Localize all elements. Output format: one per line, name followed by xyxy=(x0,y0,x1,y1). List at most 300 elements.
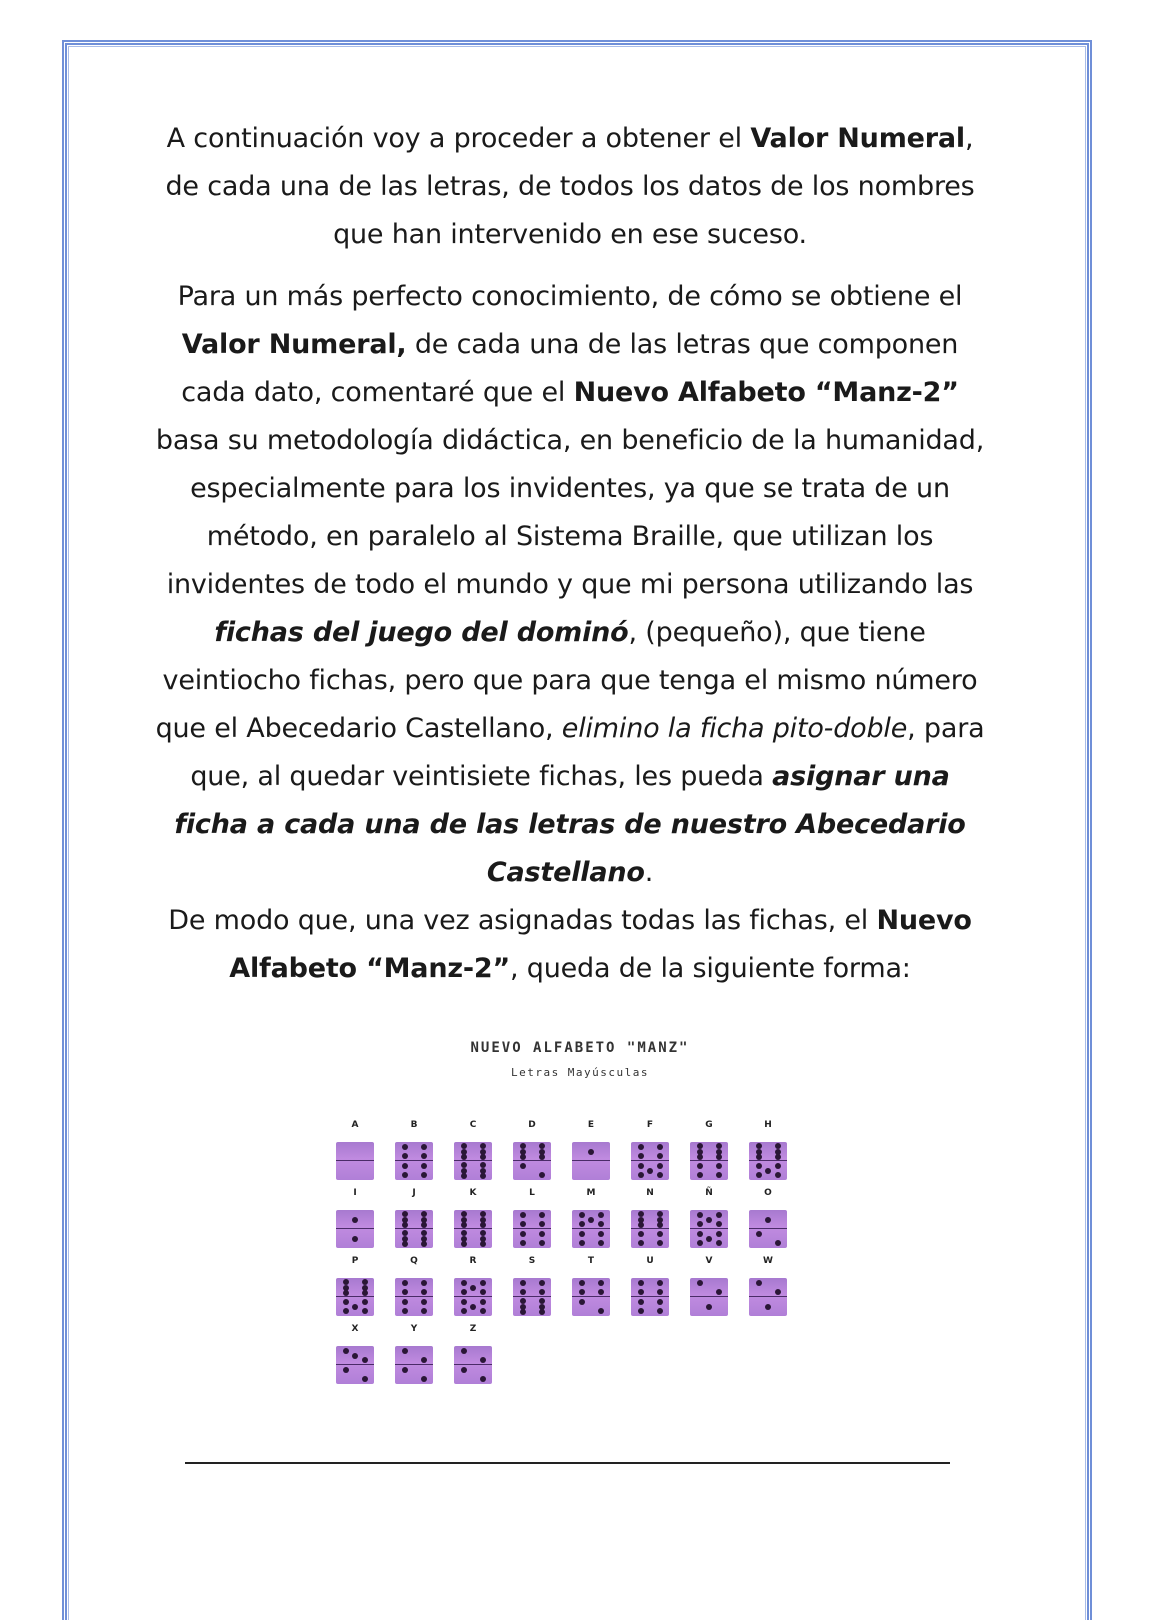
letter-cell xyxy=(566,1188,616,1258)
domino-pip xyxy=(579,1280,585,1286)
domino-pip xyxy=(520,1163,526,1169)
domino-pip xyxy=(539,1298,545,1304)
text-run: Nuevo Alfabeto “Manz-2” xyxy=(573,377,959,408)
domino-pip xyxy=(402,1222,408,1228)
domino-pip xyxy=(638,1222,644,1228)
domino-pip xyxy=(352,1217,358,1223)
text-run: Nuevo Alfabeto “Manz-2” xyxy=(229,905,972,984)
domino-pip xyxy=(657,1289,663,1295)
domino-pip xyxy=(421,1357,427,1363)
letter-cell xyxy=(448,1324,498,1394)
domino-pip xyxy=(461,1222,467,1228)
text-run: de cada una de las letras que componen cada dato, comentaré que el xyxy=(181,329,959,408)
text-run: fichas del juego del dominó xyxy=(214,617,629,648)
domino-pip xyxy=(480,1376,486,1382)
domino-pip xyxy=(520,1298,526,1304)
domino-tile xyxy=(395,1346,433,1384)
domino-pip xyxy=(775,1143,781,1149)
domino-tile xyxy=(454,1346,492,1384)
letter-label: F xyxy=(646,1120,654,1130)
domino-pip xyxy=(638,1163,644,1169)
text-run: A continuación voy a proceder a obtener el xyxy=(166,123,751,154)
domino-pip xyxy=(520,1143,526,1149)
domino-pip xyxy=(402,1144,408,1150)
domino-pip xyxy=(402,1211,408,1217)
text-run: . xyxy=(644,857,654,888)
domino-pip xyxy=(461,1173,467,1179)
letter-label: Z xyxy=(469,1324,477,1334)
domino-pip xyxy=(343,1348,349,1354)
domino-pip xyxy=(343,1290,349,1296)
domino-tile xyxy=(513,1278,551,1316)
domino-pip xyxy=(598,1221,604,1227)
domino-pip xyxy=(598,1212,604,1218)
domino-pip xyxy=(402,1172,408,1178)
domino-pip xyxy=(402,1241,408,1247)
letter-label: D xyxy=(528,1120,536,1130)
tile-divider xyxy=(690,1296,728,1297)
tile-divider xyxy=(454,1296,492,1297)
domino-tile xyxy=(690,1278,728,1316)
domino-pip xyxy=(657,1222,663,1228)
domino-pip xyxy=(352,1304,358,1310)
tile-divider xyxy=(690,1160,728,1161)
tile-divider xyxy=(513,1228,551,1229)
domino-pip xyxy=(697,1143,703,1149)
domino-pip xyxy=(461,1211,467,1217)
letter-cell xyxy=(389,1324,439,1394)
letter-label: N xyxy=(646,1188,654,1198)
domino-pip xyxy=(421,1153,427,1159)
domino-tile xyxy=(572,1142,610,1180)
paragraph-intro xyxy=(150,115,990,259)
letter-cell xyxy=(448,1188,498,1258)
tile-divider xyxy=(631,1228,669,1229)
domino-pip xyxy=(539,1212,545,1218)
domino-pip xyxy=(657,1240,663,1246)
tile-divider xyxy=(336,1160,374,1161)
domino-pip xyxy=(638,1308,644,1314)
domino-pip xyxy=(461,1367,467,1373)
domino-pip xyxy=(598,1308,604,1314)
domino-tile xyxy=(572,1278,610,1316)
domino-tile xyxy=(454,1210,492,1248)
domino-pip xyxy=(598,1240,604,1246)
domino-pip xyxy=(470,1285,476,1291)
domino-pip xyxy=(697,1280,703,1286)
document-body xyxy=(150,115,990,993)
domino-pip xyxy=(716,1289,722,1295)
domino-pip xyxy=(421,1241,427,1247)
domino-pip xyxy=(362,1290,368,1296)
text-run: Valor Numeral xyxy=(750,123,965,154)
domino-pip xyxy=(765,1168,771,1174)
domino-pip xyxy=(520,1289,526,1295)
domino-pip xyxy=(539,1240,545,1246)
domino-pip xyxy=(579,1212,585,1218)
tile-divider xyxy=(395,1160,433,1161)
domino-pip xyxy=(520,1240,526,1246)
domino-pip xyxy=(480,1357,486,1363)
domino-pip xyxy=(421,1230,427,1236)
domino-tile xyxy=(395,1210,433,1248)
domino-pip xyxy=(579,1231,585,1237)
domino-pip xyxy=(402,1289,408,1295)
domino-pip xyxy=(756,1172,762,1178)
domino-pip xyxy=(421,1308,427,1314)
tile-divider xyxy=(336,1364,374,1365)
domino-tile xyxy=(749,1142,787,1180)
text-run: , para que, al quedar veintisiete fichas, les pueda xyxy=(190,713,985,792)
domino-pip xyxy=(461,1143,467,1149)
letter-label: C xyxy=(469,1120,477,1130)
tile-divider xyxy=(572,1228,610,1229)
domino-pip xyxy=(461,1280,467,1286)
domino-tile xyxy=(336,1346,374,1384)
letter-label: Y xyxy=(410,1324,418,1334)
domino-pip xyxy=(421,1376,427,1382)
letter-label: L xyxy=(529,1188,535,1198)
letter-cell xyxy=(684,1120,734,1190)
letter-cell xyxy=(625,1188,675,1258)
domino-pip xyxy=(638,1280,644,1286)
figure-subtitle: Letras Mayúsculas xyxy=(510,1066,650,1079)
domino-pip xyxy=(520,1280,526,1286)
domino-pip xyxy=(539,1289,545,1295)
letter-cell xyxy=(389,1120,439,1190)
domino-pip xyxy=(716,1231,722,1237)
domino-pip xyxy=(480,1154,486,1160)
letter-label: I xyxy=(353,1188,357,1198)
domino-pip xyxy=(638,1144,644,1150)
letter-label: H xyxy=(764,1120,772,1130)
domino-pip xyxy=(598,1280,604,1286)
domino-pip xyxy=(421,1222,427,1228)
tile-divider xyxy=(336,1228,374,1229)
domino-pip xyxy=(765,1304,771,1310)
domino-pip xyxy=(520,1221,526,1227)
domino-pip xyxy=(402,1348,408,1354)
tile-divider xyxy=(395,1296,433,1297)
tile-divider xyxy=(336,1296,374,1297)
domino-pip xyxy=(657,1308,663,1314)
domino-pip xyxy=(539,1280,545,1286)
letter-label: J xyxy=(412,1188,416,1198)
tile-divider xyxy=(572,1160,610,1161)
domino-pip xyxy=(539,1154,545,1160)
text-run: Para un más perfecto conocimiento, de cómo se obtiene el xyxy=(177,281,963,312)
domino-pip xyxy=(756,1154,762,1160)
domino-pip xyxy=(579,1299,585,1305)
letter-label: V xyxy=(705,1256,713,1266)
paragraph-explanation xyxy=(150,273,990,897)
domino-pip xyxy=(461,1308,467,1314)
domino-pip xyxy=(756,1280,762,1286)
domino-pip xyxy=(775,1172,781,1178)
text-run: De modo que, una vez asignadas todas las fichas, el xyxy=(168,905,877,936)
domino-tile xyxy=(395,1278,433,1316)
domino-pip xyxy=(697,1212,703,1218)
domino-pip xyxy=(421,1144,427,1150)
domino-pip xyxy=(775,1163,781,1169)
domino-pip xyxy=(343,1299,349,1305)
domino-pip xyxy=(775,1154,781,1160)
domino-pip xyxy=(362,1357,368,1363)
letter-cell xyxy=(566,1256,616,1326)
domino-pip xyxy=(647,1168,653,1174)
letter-cell xyxy=(684,1188,734,1258)
domino-pip xyxy=(638,1172,644,1178)
domino-pip xyxy=(756,1163,762,1169)
domino-pip xyxy=(638,1289,644,1295)
domino-pip xyxy=(480,1308,486,1314)
tile-divider xyxy=(631,1296,669,1297)
domino-pip xyxy=(421,1172,427,1178)
tile-divider xyxy=(454,1160,492,1161)
domino-pip xyxy=(588,1149,594,1155)
domino-pip xyxy=(362,1308,368,1314)
letter-cell xyxy=(743,1256,793,1326)
domino-pip xyxy=(461,1162,467,1168)
domino-tile xyxy=(749,1278,787,1316)
domino-pip xyxy=(461,1241,467,1247)
tile-divider xyxy=(454,1228,492,1229)
domino-pip xyxy=(716,1163,722,1169)
domino-pip xyxy=(343,1367,349,1373)
tile-divider xyxy=(513,1160,551,1161)
domino-pip xyxy=(539,1309,545,1315)
domino-pip xyxy=(343,1308,349,1314)
domino-pip xyxy=(362,1279,368,1285)
letter-label: T xyxy=(587,1256,595,1266)
domino-pip xyxy=(775,1289,781,1295)
letter-cell xyxy=(330,1120,380,1190)
letter-label: X xyxy=(351,1324,359,1334)
domino-pip xyxy=(716,1221,722,1227)
domino-pip xyxy=(461,1154,467,1160)
domino-tile xyxy=(631,1278,669,1316)
domino-tile xyxy=(513,1142,551,1180)
letter-label: K xyxy=(469,1188,477,1198)
letter-cell xyxy=(330,1188,380,1258)
domino-pip xyxy=(352,1236,358,1242)
text-run: , (pequeño), que tiene veintiocho fichas, pero que para que tenga el mismo número que el Abecedario Castellano, xyxy=(155,617,978,744)
domino-pip xyxy=(480,1173,486,1179)
domino-pip xyxy=(716,1154,722,1160)
domino-pip xyxy=(539,1172,545,1178)
domino-pip xyxy=(657,1172,663,1178)
domino-pip xyxy=(756,1231,762,1237)
domino-pip xyxy=(421,1299,427,1305)
letter-cell xyxy=(566,1120,616,1190)
tile-divider xyxy=(395,1364,433,1365)
domino-pip xyxy=(480,1230,486,1236)
tile-divider xyxy=(749,1228,787,1229)
domino-pip xyxy=(480,1299,486,1305)
domino-pip xyxy=(697,1240,703,1246)
domino-pip xyxy=(421,1211,427,1217)
letter-label: E xyxy=(587,1120,595,1130)
domino-tile xyxy=(454,1278,492,1316)
domino-pip xyxy=(579,1240,585,1246)
domino-pip xyxy=(402,1280,408,1286)
domino-pip xyxy=(362,1299,368,1305)
letter-label: S xyxy=(528,1256,536,1266)
text-run: elimino la ficha pito-doble xyxy=(561,713,908,744)
letter-label: B xyxy=(410,1120,418,1130)
tile-divider xyxy=(690,1228,728,1229)
domino-pip xyxy=(520,1212,526,1218)
domino-tile xyxy=(454,1142,492,1180)
domino-tile xyxy=(336,1142,374,1180)
domino-pip xyxy=(588,1217,594,1223)
domino-pip xyxy=(461,1230,467,1236)
letter-cell xyxy=(625,1120,675,1190)
domino-pip xyxy=(461,1289,467,1295)
domino-pip xyxy=(716,1143,722,1149)
domino-pip xyxy=(402,1299,408,1305)
domino-pip xyxy=(480,1280,486,1286)
domino-pip xyxy=(598,1231,604,1237)
domino-tile xyxy=(572,1210,610,1248)
text-run: asignar una ficha a cada una de las letras de nuestro Abecedario Castellano xyxy=(174,761,966,888)
tile-divider xyxy=(631,1160,669,1161)
letter-label: Ñ xyxy=(705,1188,713,1198)
domino-pip xyxy=(520,1154,526,1160)
domino-tile xyxy=(395,1142,433,1180)
domino-pip xyxy=(775,1240,781,1246)
domino-pip xyxy=(716,1172,722,1178)
text-run: , de cada una de las letras, de todos los datos de los nombres que han intervenido en ese suceso. xyxy=(165,123,975,250)
domino-pip xyxy=(480,1241,486,1247)
letter-label: R xyxy=(469,1256,477,1266)
domino-pip xyxy=(402,1153,408,1159)
letter-cell xyxy=(684,1256,734,1326)
domino-tile xyxy=(690,1210,728,1248)
domino-pip xyxy=(579,1289,585,1295)
domino-pip xyxy=(765,1217,771,1223)
domino-pip xyxy=(362,1376,368,1382)
domino-pip xyxy=(657,1211,663,1217)
domino-pip xyxy=(657,1280,663,1286)
domino-pip xyxy=(697,1154,703,1160)
letter-cell xyxy=(330,1256,380,1326)
domino-tile xyxy=(749,1210,787,1248)
letter-cell xyxy=(507,1120,557,1190)
letter-label: W xyxy=(763,1256,773,1266)
letter-cell xyxy=(507,1256,557,1326)
letter-label: A xyxy=(351,1120,359,1130)
text-run: basa su metodología didáctica, en beneficio de la humanidad, especialmente para los invidentes, ya que se trata de un método, en paralelo al Sistema Braille, que utilizan los invidentes de todo el mundo y que mi persona utilizando las xyxy=(155,425,985,600)
text-run: Valor Numeral, xyxy=(181,329,407,360)
domino-tile xyxy=(513,1210,551,1248)
letter-label: O xyxy=(764,1188,772,1198)
domino-pip xyxy=(402,1367,408,1373)
domino-tile xyxy=(336,1278,374,1316)
tile-divider xyxy=(454,1364,492,1365)
domino-pip xyxy=(638,1231,644,1237)
letter-label: U xyxy=(646,1256,654,1266)
letter-cell xyxy=(389,1188,439,1258)
domino-pip xyxy=(461,1299,467,1305)
domino-pip xyxy=(716,1240,722,1246)
letter-cell xyxy=(330,1324,380,1394)
domino-pip xyxy=(480,1162,486,1168)
domino-pip xyxy=(421,1289,427,1295)
domino-pip xyxy=(657,1231,663,1237)
domino-pip xyxy=(638,1299,644,1305)
tile-divider xyxy=(513,1296,551,1297)
domino-pip xyxy=(697,1221,703,1227)
domino-pip xyxy=(480,1289,486,1295)
domino-pip xyxy=(480,1222,486,1228)
domino-pip xyxy=(539,1143,545,1149)
domino-pip xyxy=(402,1308,408,1314)
text-run: , queda de la siguiente forma: xyxy=(510,953,911,984)
domino-pip xyxy=(539,1231,545,1237)
domino-pip xyxy=(343,1279,349,1285)
domino-pip xyxy=(657,1153,663,1159)
letter-label: M xyxy=(586,1188,596,1198)
letter-cell xyxy=(507,1188,557,1258)
letter-label: Q xyxy=(410,1256,418,1266)
domino-pip xyxy=(706,1236,712,1242)
domino-pip xyxy=(756,1143,762,1149)
domino-pip xyxy=(470,1304,476,1310)
domino-pip xyxy=(520,1309,526,1315)
tile-divider xyxy=(572,1296,610,1297)
domino-pip xyxy=(352,1353,358,1359)
letter-cell xyxy=(448,1256,498,1326)
domino-pip xyxy=(579,1221,585,1227)
letter-cell xyxy=(389,1256,439,1326)
domino-pip xyxy=(657,1144,663,1150)
domino-pip xyxy=(598,1289,604,1295)
domino-pip xyxy=(638,1153,644,1159)
domino-pip xyxy=(421,1280,427,1286)
domino-pip xyxy=(638,1240,644,1246)
domino-pip xyxy=(697,1172,703,1178)
domino-pip xyxy=(657,1163,663,1169)
letter-label: P xyxy=(351,1256,359,1266)
domino-pip xyxy=(480,1211,486,1217)
bottom-rule xyxy=(185,1462,950,1464)
letter-cell xyxy=(448,1120,498,1190)
domino-pip xyxy=(716,1212,722,1218)
figure-title: NUEVO ALFABETO "MANZ" xyxy=(470,1040,690,1056)
tile-divider xyxy=(395,1228,433,1229)
domino-tile xyxy=(690,1142,728,1180)
domino-pip xyxy=(402,1163,408,1169)
domino-pip xyxy=(461,1348,467,1354)
domino-pip xyxy=(480,1143,486,1149)
letter-cell xyxy=(743,1120,793,1190)
alphabet-figure xyxy=(330,1040,820,1400)
domino-pip xyxy=(706,1304,712,1310)
domino-tile xyxy=(631,1210,669,1248)
domino-tile xyxy=(631,1142,669,1180)
domino-pip xyxy=(697,1163,703,1169)
tile-divider xyxy=(749,1296,787,1297)
domino-pip xyxy=(520,1231,526,1237)
domino-pip xyxy=(706,1217,712,1223)
domino-pip xyxy=(697,1231,703,1237)
tile-divider xyxy=(749,1160,787,1161)
domino-pip xyxy=(657,1299,663,1305)
domino-pip xyxy=(402,1230,408,1236)
letter-cell xyxy=(743,1188,793,1258)
domino-pip xyxy=(421,1163,427,1169)
